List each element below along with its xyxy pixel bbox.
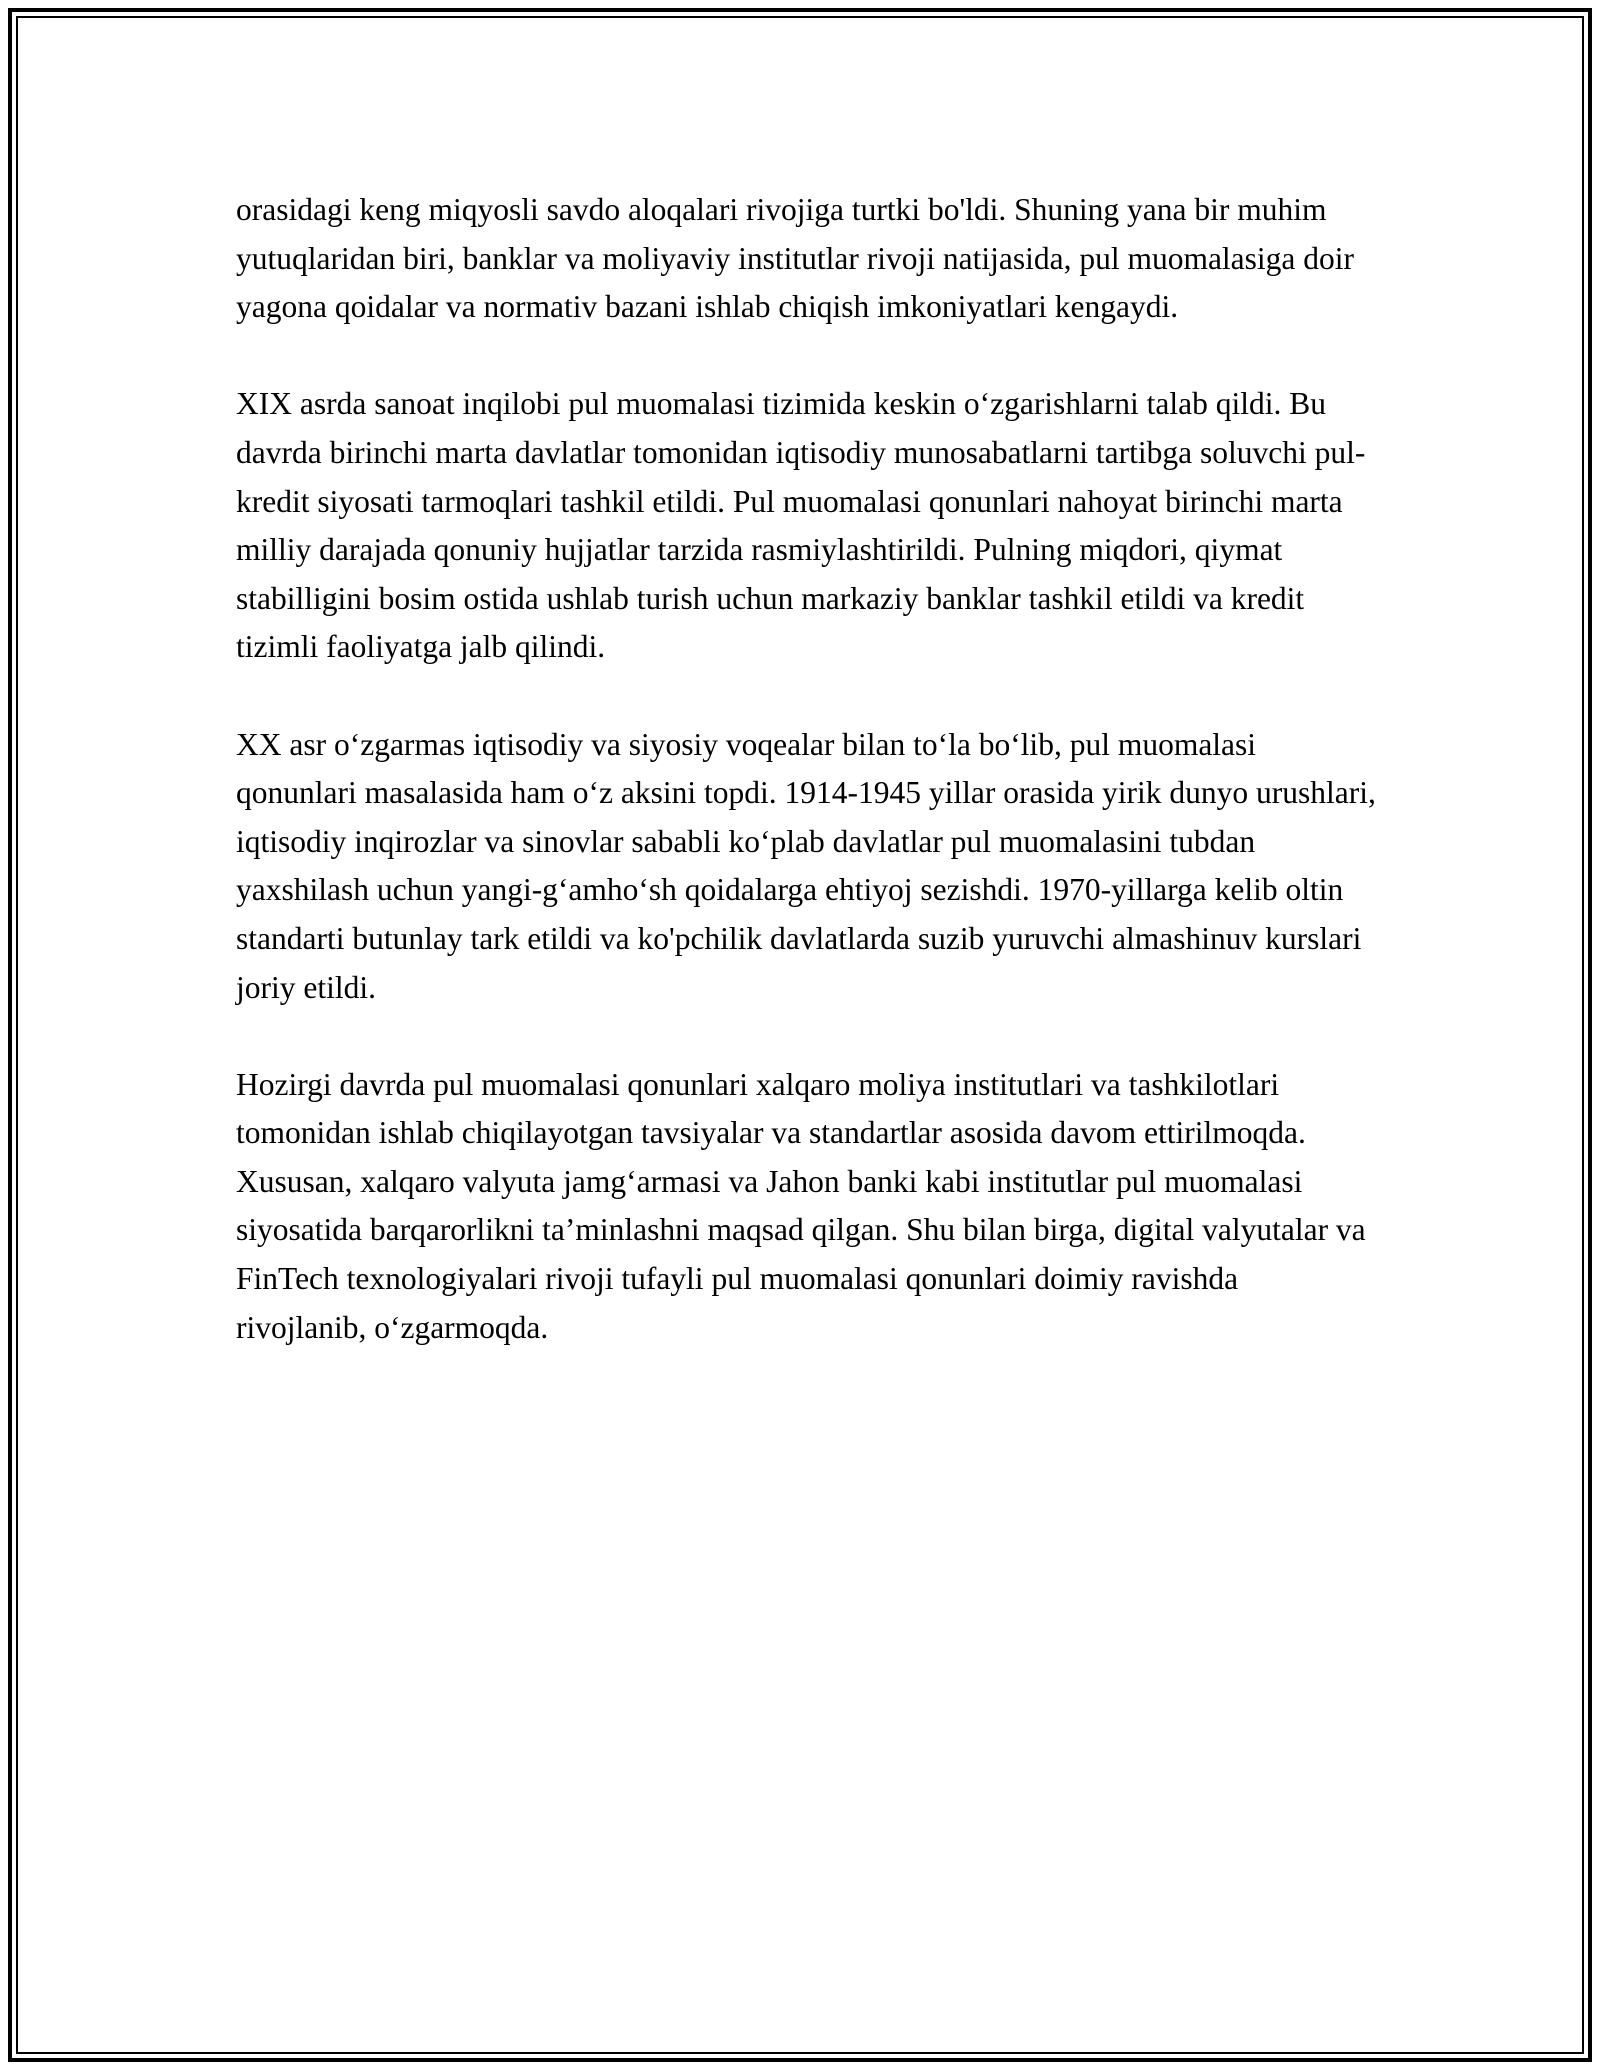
document-body (236, 186, 1376, 1401)
paragraph-2: XIX asrda sanoat inqilobi pul muomalasi tizimida keskin o‘zgarishlarni talab qildi. Bu davrda birinchi marta davlatlar tomonidan iqtisodiy munosabatlarni tartibga soluvchi pul-kredit siyosati tarmoqlari tashkil etildi. Pul muomalasi qonunlari nahoyat birinchi marta milliy darajada qonuniy hujjatlar tarzida rasmiylashtirildi. Pulning miqdori, qiymat stabilligini bosim ostida ushlab turish uchun markaziy banklar tashkil etildi va kredit tizimli faoliyatga jalb qilindi. (236, 386, 1366, 665)
paragraph-4: Hozirgi davrda pul muomalasi qonunlari xalqaro moliya institutlari va tashkilotlari tomonidan ishlab chiqilayotgan tavsiyalar va standartlar asosida davom ettirilmoqda. Xususan, xalqaro valyuta jamg‘armasi va Jahon banki kabi institutlar pul muomalasi siyosatida barqarorlikni ta’minlashni maqsad qilgan. Shu bilan birga, digital valyutalar va FinTech texnologiyalari rivoji tufayli pul muomalasi qonunlari doimiy ravishda rivojlanib, o‘zgarmoqda. (236, 1066, 1366, 1345)
paragraph-1: orasidagi keng miqyosli savdo aloqalari rivojiga turtki bo'ldi. Shuning yana bir muhim yutuqlaridan biri, banklar va moliyaviy institutlar rivoji natijasida, pul muomalasiga doir yagona qoidalar va normativ bazani ishlab chiqish imkoniyatlari kengaydi. (236, 192, 1355, 325)
paragraph-3: XX asr o‘zgarmas iqtisodiy va siyosiy voqealar bilan to‘la bo‘lib, pul muomalasi qonunlari masalasida ham o‘z aksini topdi. 1914-1945 yillar orasida yirik dunyo urushlari, iqtisodiy inqirozlar va sinovlar sababli ko‘plab davlatlar pul muomalasini tubdan yaxshilash uchun yangi-g‘amho‘sh qoidalarga ehtiyoj sezishdi. 1970-yillarga kelib oltin standarti butunlay tark etildi va ko'pchilik davlatlarda suzib yuruvchi almashinuv kurslari joriy etildi. (236, 726, 1376, 1005)
